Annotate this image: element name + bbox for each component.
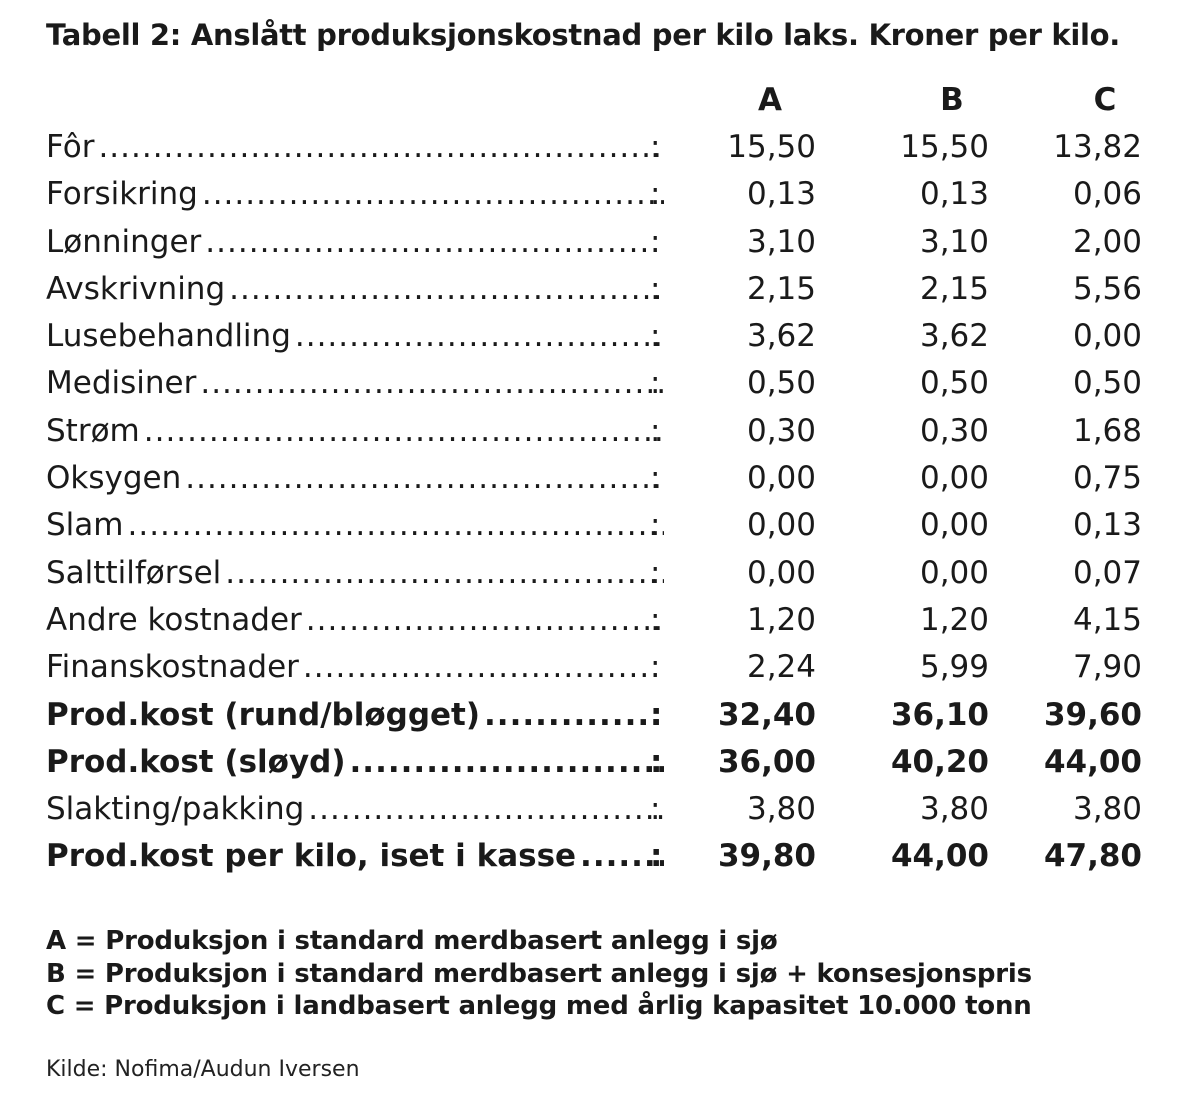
table-row bbox=[46, 739, 1156, 786]
legend-item-b: B = Produksjon i standard merdbasert anlegg i sjø + konsesjonspris bbox=[46, 958, 1032, 989]
row-label-container bbox=[46, 739, 664, 786]
row-label-container bbox=[46, 124, 664, 171]
legend bbox=[46, 925, 1032, 1023]
value-c: 44,00 bbox=[1043, 743, 1142, 780]
value-c: 7,90 bbox=[1072, 649, 1142, 686]
column-header-c: C bbox=[1093, 82, 1117, 118]
dot-leader bbox=[484, 692, 664, 739]
table-row bbox=[46, 644, 1156, 691]
dot-leader bbox=[202, 171, 664, 218]
value-a: 32,40 bbox=[717, 696, 816, 733]
dot-leader bbox=[295, 313, 664, 360]
dot-leader bbox=[205, 219, 664, 266]
value-c: 1,68 bbox=[1072, 412, 1142, 449]
cost-table bbox=[46, 124, 1156, 881]
value-b: 0,00 bbox=[919, 554, 989, 591]
row-label: Slam bbox=[46, 507, 124, 544]
row-label-container bbox=[46, 455, 664, 502]
value-b: 2,15 bbox=[919, 270, 989, 307]
row-label: Prod.kost per kilo, iset i kasse bbox=[46, 838, 577, 875]
row-colon: : bbox=[650, 176, 661, 213]
value-b: 36,10 bbox=[890, 696, 989, 733]
value-a: 1,20 bbox=[746, 601, 816, 638]
row-colon: : bbox=[650, 791, 661, 828]
value-b: 3,62 bbox=[919, 318, 989, 355]
table-row bbox=[46, 124, 1156, 171]
row-label-container bbox=[46, 360, 664, 407]
value-b: 0,13 bbox=[919, 176, 989, 213]
dot-leader bbox=[308, 786, 664, 833]
row-label-container bbox=[46, 313, 664, 360]
value-b: 1,20 bbox=[919, 601, 989, 638]
value-c: 0,06 bbox=[1072, 176, 1142, 213]
row-colon: : bbox=[650, 743, 663, 780]
table-row bbox=[46, 455, 1156, 502]
table-row bbox=[46, 219, 1156, 266]
dot-leader bbox=[200, 360, 664, 407]
value-b: 15,50 bbox=[900, 129, 989, 165]
dot-leader bbox=[306, 597, 664, 644]
value-c: 0,13 bbox=[1072, 507, 1142, 544]
column-header-a: A bbox=[758, 82, 782, 118]
table-row bbox=[46, 360, 1156, 407]
dot-leader bbox=[303, 644, 664, 691]
value-a: 36,00 bbox=[717, 743, 816, 780]
table-row bbox=[46, 502, 1156, 549]
row-colon: : bbox=[650, 365, 661, 402]
value-a: 0,30 bbox=[746, 412, 816, 449]
dot-leader bbox=[350, 739, 664, 786]
value-b: 0,00 bbox=[919, 507, 989, 544]
value-b: 3,10 bbox=[919, 223, 989, 260]
table-row bbox=[46, 550, 1156, 597]
source-note: Kilde: Nofima/Audun Iversen bbox=[46, 1057, 360, 1082]
row-colon: : bbox=[650, 838, 663, 875]
row-label-container bbox=[46, 502, 664, 549]
row-label: Lønninger bbox=[46, 223, 202, 260]
value-a: 0,00 bbox=[746, 507, 816, 544]
value-b: 3,80 bbox=[919, 791, 989, 828]
value-c: 13,82 bbox=[1053, 129, 1142, 165]
row-colon: : bbox=[650, 649, 661, 686]
row-colon: : bbox=[650, 270, 661, 307]
legend-item-a: A = Produksjon i standard merdbasert anlegg i sjø bbox=[46, 926, 778, 956]
table-row bbox=[46, 833, 1156, 880]
value-b: 0,30 bbox=[919, 412, 989, 449]
row-label: Andre kostnader bbox=[46, 601, 302, 638]
value-c: 0,07 bbox=[1072, 554, 1142, 591]
row-label: Finanskostnader bbox=[46, 649, 299, 686]
row-label: Avskrivning bbox=[46, 270, 226, 307]
value-b: 5,99 bbox=[919, 649, 989, 686]
row-colon: : bbox=[650, 412, 661, 449]
row-label: Fôr bbox=[46, 129, 95, 165]
row-label: Slakting/pakking bbox=[46, 791, 305, 828]
value-c: 2,00 bbox=[1072, 223, 1142, 260]
value-a: 3,62 bbox=[746, 318, 816, 355]
value-a: 3,10 bbox=[746, 223, 816, 260]
dot-leader bbox=[225, 550, 664, 597]
value-b: 0,00 bbox=[919, 460, 989, 497]
value-c: 3,80 bbox=[1072, 791, 1142, 828]
value-a: 15,50 bbox=[727, 129, 816, 165]
value-a: 39,80 bbox=[717, 838, 816, 875]
table-row bbox=[46, 266, 1156, 313]
row-label: Lusebehandling bbox=[46, 318, 291, 355]
table-title: Tabell 2: Anslått produksjonskostnad per kilo laks. Kroner per kilo. bbox=[46, 18, 1121, 52]
row-colon: : bbox=[650, 696, 663, 733]
dot-leader bbox=[128, 502, 665, 549]
table-row bbox=[46, 171, 1156, 218]
value-c: 0,00 bbox=[1072, 318, 1142, 355]
row-colon: : bbox=[650, 460, 661, 497]
row-label-container bbox=[46, 597, 664, 644]
value-c: 39,60 bbox=[1043, 696, 1142, 733]
value-a: 0,00 bbox=[746, 554, 816, 591]
row-label: Prod.kost (sløyd) bbox=[46, 743, 346, 780]
row-label-container bbox=[46, 408, 664, 455]
table-row bbox=[46, 786, 1156, 833]
value-c: 5,56 bbox=[1072, 270, 1142, 307]
row-colon: : bbox=[650, 601, 661, 638]
dot-leader bbox=[98, 124, 664, 171]
row-colon: : bbox=[650, 554, 661, 591]
table-row bbox=[46, 692, 1156, 739]
value-b: 0,50 bbox=[919, 365, 989, 402]
row-label-container bbox=[46, 644, 664, 691]
dot-leader bbox=[185, 455, 664, 502]
table-row bbox=[46, 408, 1156, 455]
row-colon: : bbox=[650, 129, 661, 165]
value-a: 3,80 bbox=[746, 791, 816, 828]
value-c: 0,50 bbox=[1072, 365, 1142, 402]
legend-item-c: C = Produksjon i landbasert anlegg med årlig kapasitet 10.000 tonn bbox=[46, 991, 1032, 1021]
row-colon: : bbox=[650, 223, 661, 260]
table-row bbox=[46, 313, 1156, 360]
row-label-container bbox=[46, 786, 664, 833]
row-label: Medisiner bbox=[46, 365, 197, 402]
value-b: 44,00 bbox=[890, 838, 989, 875]
value-c: 47,80 bbox=[1043, 838, 1142, 875]
value-a: 2,24 bbox=[746, 649, 816, 686]
value-c: 0,75 bbox=[1072, 460, 1142, 497]
table-row bbox=[46, 597, 1156, 644]
value-a: 0,50 bbox=[746, 365, 816, 402]
row-label: Oksygen bbox=[46, 460, 182, 497]
row-label: Prod.kost (rund/bløgget) bbox=[46, 696, 481, 733]
column-header-b: B bbox=[940, 82, 964, 118]
row-label-container bbox=[46, 833, 664, 880]
value-a: 0,13 bbox=[746, 176, 816, 213]
dot-leader bbox=[144, 408, 664, 455]
value-c: 4,15 bbox=[1072, 601, 1142, 638]
row-label-container bbox=[46, 550, 664, 597]
row-label-container bbox=[46, 171, 664, 218]
row-label-container bbox=[46, 266, 664, 313]
row-label: Strøm bbox=[46, 412, 140, 449]
value-a: 2,15 bbox=[746, 270, 816, 307]
value-a: 0,00 bbox=[746, 460, 816, 497]
row-label: Forsikring bbox=[46, 176, 198, 213]
row-colon: : bbox=[650, 318, 661, 355]
row-colon: : bbox=[650, 507, 661, 544]
row-label-container bbox=[46, 219, 664, 266]
dot-leader bbox=[229, 266, 664, 313]
row-label: Salttilførsel bbox=[46, 554, 222, 591]
row-label-container bbox=[46, 692, 664, 739]
value-b: 40,20 bbox=[890, 743, 989, 780]
